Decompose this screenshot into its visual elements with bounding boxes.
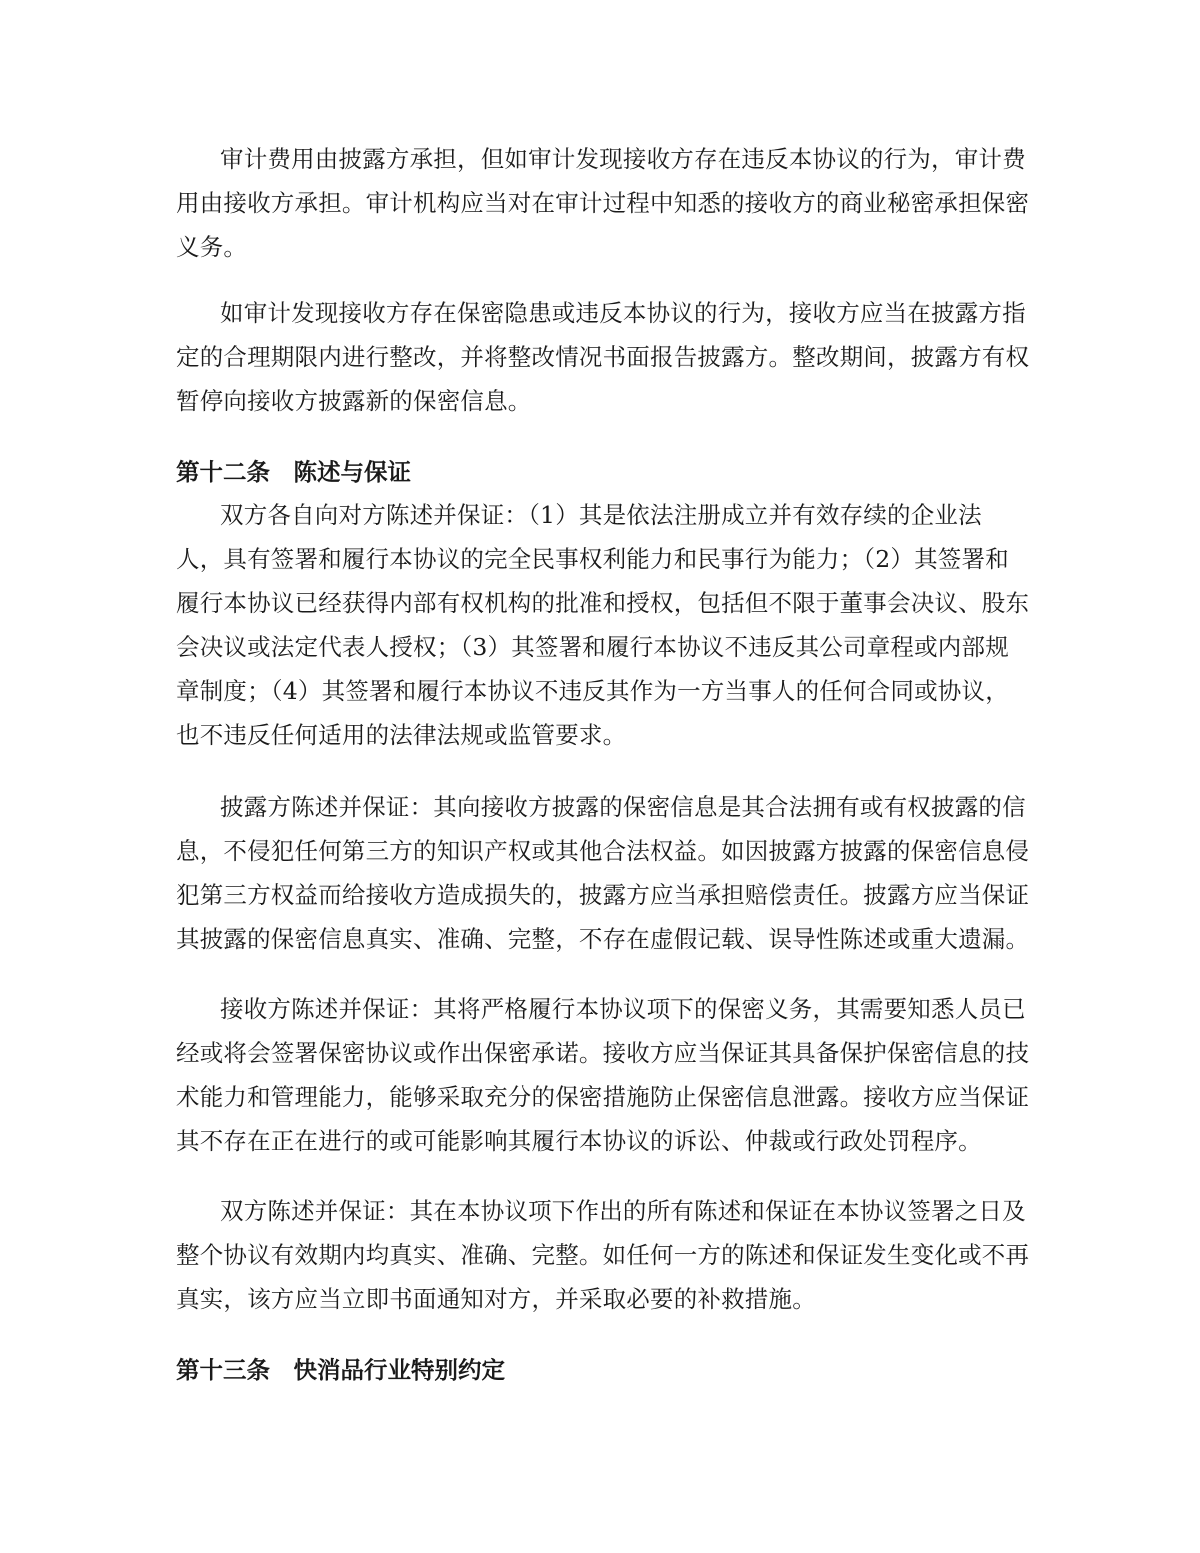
text-line: 如审计发现接收方存在保密隐患或违反本协议的行为，接收方应当在披露方指 (220, 299, 1026, 327)
text-line: 也不违反任何适用的法律法规或监管要求。 (176, 721, 627, 749)
paragraph-continuing-representations (176, 1189, 1030, 1321)
section-heading-article-12: 第十二条 陈述与保证 (176, 458, 411, 486)
paragraph-discloser-representations (176, 785, 1030, 961)
text-line: 息，不侵犯任何第三方的知识产权或其他合法权益。如因披露方披露的保密信息侵 (176, 837, 1030, 865)
paragraph-mutual-representations (176, 493, 1030, 757)
text-line: 双方各自向对方陈述并保证：（1）其是依法注册成立并有效存续的企业法 (220, 501, 982, 529)
text-line: 定的合理期限内进行整改，并将整改情况书面报告披露方。整改期间，披露方有权 (176, 343, 1030, 371)
text-line: 双方陈述并保证：其在本协议项下作出的所有陈述和保证在本协议签署之日及 (220, 1197, 1026, 1225)
text-line: 人，具有签署和履行本协议的完全民事权利能力和民事行为能力；（2）其签署和 (176, 545, 1009, 573)
text-line: 章制度；（4）其签署和履行本协议不违反其作为一方当事人的任何合同或协议， (176, 677, 1009, 705)
text-line: 会决议或法定代表人授权；（3）其签署和履行本协议不违反其公司章程或内部规 (176, 633, 1009, 661)
text-line: 义务。 (176, 233, 248, 261)
text-line: 经或将会签署保密协议或作出保密承诺。接收方应当保证其具备保护保密信息的技 (176, 1039, 1030, 1067)
text-line: 其不存在正在进行的或可能影响其履行本协议的诉讼、仲裁或行政处罚程序。 (176, 1127, 982, 1155)
text-line: 用由接收方承担。审计机构应当对在审计过程中知悉的接收方的商业秘密承担保密 (176, 189, 1030, 217)
text-line: 术能力和管理能力，能够采取充分的保密措施防止保密信息泄露。接收方应当保证 (176, 1083, 1030, 1111)
text-line: 真实，该方应当立即书面通知对方，并采取必要的补救措施。 (176, 1285, 816, 1313)
text-line: 犯第三方权益而给接收方造成损失的，披露方应当承担赔偿责任。披露方应当保证 (176, 881, 1030, 909)
paragraph-audit-rectification (176, 291, 1030, 423)
section-heading-article-13: 第十三条 快消品行业特别约定 (176, 1356, 505, 1384)
text-line: 履行本协议已经获得内部有权机构的批准和授权，包括但不限于董事会决议、股东 (176, 589, 1030, 617)
text-line: 其披露的保密信息真实、准确、完整，不存在虚假记载、误导性陈述或重大遗漏。 (176, 925, 1030, 953)
text-line: 审计费用由披露方承担，但如审计发现接收方存在违反本协议的行为，审计费 (220, 145, 1026, 173)
paragraph-audit-cost (176, 137, 1030, 269)
text-line: 披露方陈述并保证：其向接收方披露的保密信息是其合法拥有或有权披露的信 (220, 793, 1026, 821)
text-line: 暂停向接收方披露新的保密信息。 (176, 387, 532, 415)
paragraph-recipient-representations (176, 987, 1030, 1163)
text-line: 接收方陈述并保证：其将严格履行本协议项下的保密义务，其需要知悉人员已 (220, 995, 1026, 1023)
text-line: 整个协议有效期内均真实、准确、完整。如任何一方的陈述和保证发生变化或不再 (176, 1241, 1030, 1269)
